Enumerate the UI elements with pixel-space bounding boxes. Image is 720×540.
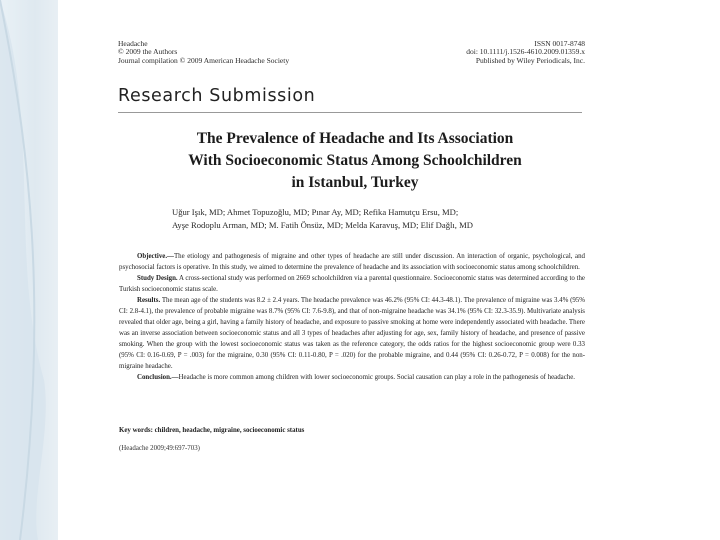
author-line: Ayşe Rodoplu Arman, MD; M. Fatih Önsüz, MD; Melda Karavuş, MD; Elif Dağlı, MD bbox=[172, 219, 473, 230]
slide-left-band bbox=[0, 0, 58, 540]
journal-header-right bbox=[466, 40, 585, 65]
journal-header-left bbox=[118, 40, 289, 65]
abstract-design bbox=[119, 273, 585, 295]
results-text: The mean age of the students was 8.2 ± 2.4 years. The headache prevalence was 46.2% (95% CI: 44.3-48.1). The prevalence of migraine was 3.4% (95% CI: 2.8-4.1), the prevalence of probable migraine was 8.7% (95% CI: 7.6-9.8), and that of non-migraine headache was 34.1% (95% CI: 32.3-35.9). Multivariate analysis revealed that older age, being a girl, having a family history of headache, and exposure to passive smoking at home were independently associated with headache. There was an inverse association between socioeconomic status and all 3 types of headaches after adjusting for age, sex, family history of headache, and presence of passive smoking. When the group with the lowest socioeconomic status was taken as the reference category, the odds ratios for the highest socioeconomic group were 0.33 (95% CI: 0.16-0.69, P = .003) for the migraine, 0.30 (95% CI: 0.11-0.80, P = .020) for the probable migraine, and 0.44 (95% CI: 0.26-0.72, P = 0.008) for the non-migraine headache. bbox=[119, 297, 585, 370]
objective-label: Objective.— bbox=[137, 253, 174, 260]
conclusion-text: Headache is more common among children with lower socioeconomic groups. Social causation can play a role in the pathogenesis of headache. bbox=[178, 374, 576, 381]
title-line: With Socioeconomic Status Among Schoolchildren bbox=[188, 152, 522, 169]
title-line: in Istanbul, Turkey bbox=[291, 174, 419, 191]
paper-title bbox=[135, 128, 575, 194]
keywords: Key words: children, headache, migraine, socioeconomic status bbox=[119, 427, 305, 434]
design-text: A cross-sectional study was performed on 2669 schoolchildren via a parental questionnaire. Socioeconomic status was determined according to the Turkish socioeconomic status scale. bbox=[119, 275, 585, 293]
design-label: Study Design. bbox=[137, 275, 178, 282]
author-list bbox=[172, 206, 572, 232]
objective-text: The etiology and pathogenesis of migraine and other types of headache are still under discussion. An interaction of organic, psychological, and psychosocial factors is operative. In this study, we aimed to determine the prevalence of headache and its association with socioeconomic status among schoolchildren. bbox=[119, 253, 585, 271]
section-label: Research Submission bbox=[118, 86, 316, 106]
abstract bbox=[119, 251, 585, 383]
header-journal-name: Headache bbox=[118, 39, 148, 48]
title-line: The Prevalence of Headache and Its Association bbox=[196, 130, 514, 147]
header-copyright: © 2009 the Authors bbox=[118, 47, 178, 57]
decorative-curve bbox=[0, 0, 58, 540]
header-compilation: Journal compilation © 2009 American Headache Society bbox=[118, 55, 290, 65]
conclusion-label: Conclusion.— bbox=[137, 374, 179, 381]
results-label: Results. bbox=[137, 297, 161, 304]
section-divider bbox=[118, 112, 582, 113]
abstract-results bbox=[119, 295, 585, 372]
author-line: Uğur Işık, MD; Ahmet Topuzoğlu, MD; Pınar Ay, MD; Refika Hamutçu Ersu, MD; bbox=[172, 207, 459, 217]
abstract-conclusion bbox=[119, 372, 585, 383]
header-doi: doi: 10.1111/j.1526-4610.2009.01359.x bbox=[466, 47, 585, 57]
header-publisher: Published by Wiley Periodicals, Inc. bbox=[475, 55, 585, 65]
abstract-objective bbox=[119, 251, 585, 273]
header-issn: ISSN 0017-8748 bbox=[534, 39, 585, 48]
paper-page bbox=[115, 33, 585, 463]
citation: (Headache 2009;49:697-703) bbox=[119, 445, 200, 452]
